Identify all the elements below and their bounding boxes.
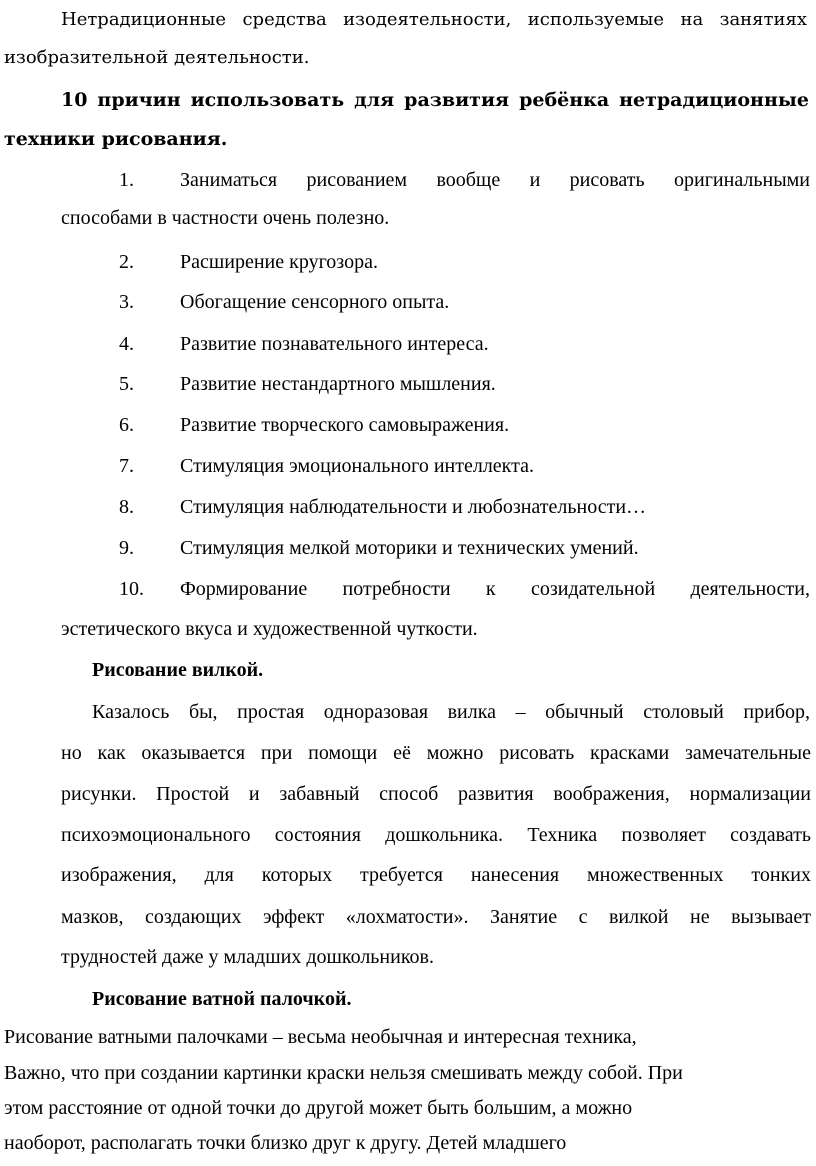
heading-line-1: 10 причин использовать для развития ребёнка нетрадиционные — [61, 89, 809, 111]
paragraph-line: мазков, создающих эффект «лохматости». Занятие с вилкой не вызывает — [61, 906, 811, 928]
list-item-continuation: способами в частности очень полезно. — [61, 207, 390, 229]
section-title-cotton: Рисование ватной палочкой. — [92, 988, 352, 1010]
paragraph-line: но как оказывается при помощи её можно рисовать красками замечательные — [61, 742, 811, 764]
paragraph-line: Рисование ватными палочками – весьма необычная и интересная техника, — [4, 1026, 637, 1048]
paragraph-line: рисунки. Простой и забавный способ развития воображения, нормализации — [61, 783, 811, 805]
paragraph-line: этом расстояние от одной точки до другой может быть большим, а можно — [4, 1097, 633, 1119]
paragraph-line: Казалось бы, простая одноразовая вилка – обычный столовый прибор, — [92, 701, 810, 723]
section-title-fork: Рисование вилкой. — [92, 659, 264, 681]
list-item-number: 5. — [119, 373, 134, 395]
list-item-text: Стимуляция мелкой моторики и технических умений. — [180, 537, 639, 559]
paragraph-line: Важно, что при создании картинки краски нельзя смешивать между собой. При — [4, 1062, 683, 1084]
paragraph-line: психоэмоционального состояния дошкольника. Техника позволяет создавать — [61, 824, 811, 846]
list-item-number: 2. — [119, 251, 134, 273]
list-item-text: Обогащение сенсорного опыта. — [180, 291, 450, 313]
list-item-text: Стимуляция эмоционального интеллекта. — [180, 455, 534, 477]
list-item-number: 3. — [119, 291, 134, 313]
intro-line-2: изобразительной деятельности. — [4, 47, 310, 68]
paragraph-line: трудностей даже у младших дошкольников. — [61, 946, 434, 968]
list-item-text: Развитие познавательного интереса. — [180, 333, 489, 355]
list-item-number: 6. — [119, 414, 134, 436]
list-item-text: Заниматься рисованием вообще и рисовать оригинальными — [180, 169, 810, 191]
list-item-text: Развитие творческого самовыражения. — [180, 414, 510, 436]
list-item-number: 7. — [119, 455, 134, 477]
list-item-number: 10. — [119, 578, 144, 600]
list-item-number: 1. — [119, 169, 134, 191]
heading-line-2: техники рисования. — [4, 128, 228, 150]
intro-line-1: Нетрадиционные средства изодеятельности, используемые на занятиях — [61, 9, 807, 30]
list-item-continuation: эстетического вкуса и художественной чуткости. — [61, 618, 478, 640]
list-item-text: Стимуляция наблюдательности и любознательности… — [180, 496, 647, 518]
list-item-number: 4. — [119, 333, 134, 355]
list-item-text: Формирование потребности к созидательной деятельности, — [180, 578, 810, 600]
list-item-number: 8. — [119, 496, 134, 518]
list-item-number: 9. — [119, 537, 134, 559]
list-item-text: Развитие нестандартного мышления. — [180, 373, 496, 395]
paragraph-line: наоборот, располагать точки близко друг к другу. Детей младшего — [4, 1132, 567, 1154]
paragraph-line: изображения, для которых требуется нанесения множественных тонких — [61, 864, 811, 886]
list-item-text: Расширение кругозора. — [180, 251, 378, 273]
